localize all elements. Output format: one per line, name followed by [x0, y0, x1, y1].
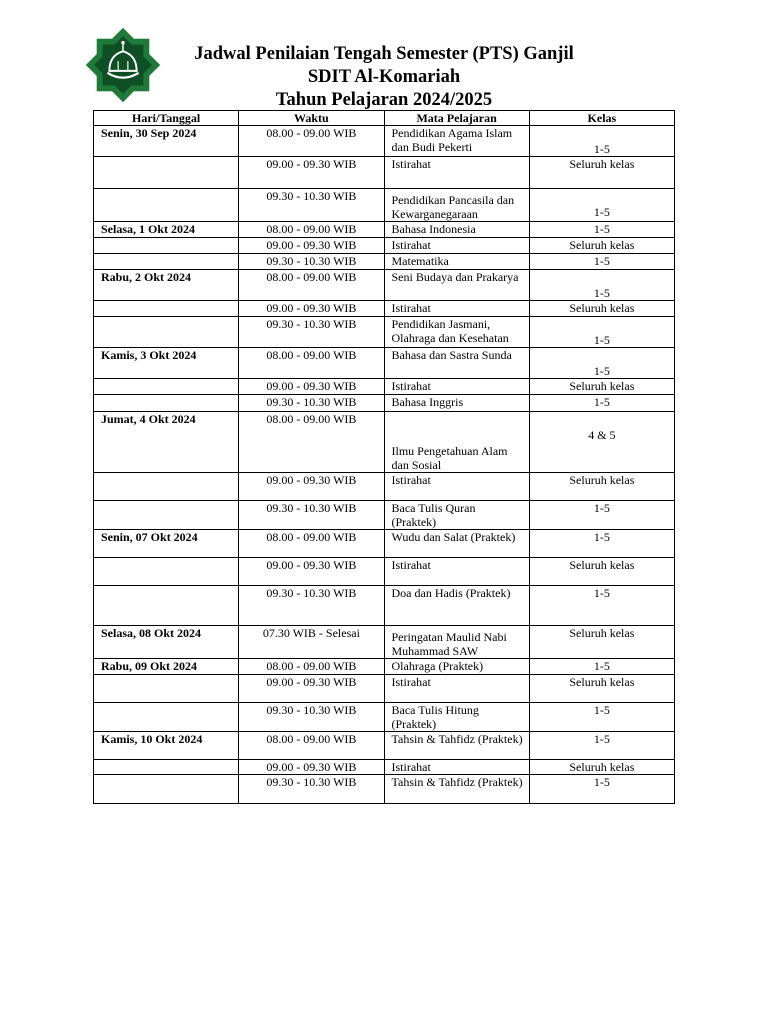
time-cell: 08.00 - 09.00 WIB	[239, 530, 384, 558]
table-row	[94, 675, 675, 703]
time-cell: 09.30 - 10.30 WIB	[239, 395, 384, 412]
class-cell: 4 & 5	[529, 412, 674, 473]
day-cell: Rabu, 2 Okt 2024	[94, 270, 239, 301]
day-cell: Senin, 07 Okt 2024	[94, 530, 239, 558]
class-cell: 1-5	[529, 126, 674, 157]
day-cell	[94, 703, 239, 732]
subject-cell: Baca Tulis Quran (Praktek)	[384, 501, 529, 530]
day-cell	[94, 760, 239, 775]
subject-cell: Pendidikan Jasmani, Olahraga dan Kesehatan	[384, 317, 529, 348]
day-cell: Selasa, 08 Okt 2024	[94, 626, 239, 659]
document-title: Jadwal Penilaian Tengah Semester (PTS) Ganjil	[194, 44, 574, 64]
class-cell: 1-5	[529, 732, 674, 760]
class-cell: Seluruh kelas	[529, 157, 674, 189]
time-cell: 08.00 - 09.00 WIB	[239, 270, 384, 301]
time-cell: 09.30 - 10.30 WIB	[239, 254, 384, 270]
class-cell: Seluruh kelas	[529, 760, 674, 775]
day-cell: Kamis, 3 Okt 2024	[94, 348, 239, 379]
subject-cell: Ilmu Pengetahuan Alam dan Sosial	[384, 412, 529, 473]
day-cell: Kamis, 10 Okt 2024	[94, 732, 239, 760]
day-cell	[94, 395, 239, 412]
column-header-day: Hari/Tanggal	[94, 111, 239, 126]
table-row	[94, 659, 675, 675]
subject-cell: Istirahat	[384, 760, 529, 775]
subject-cell: Matematika	[384, 254, 529, 270]
subject-cell: Pendidikan Agama Islam dan Budi Pekerti	[384, 126, 529, 157]
day-cell	[94, 317, 239, 348]
table-row	[94, 626, 675, 659]
class-cell: 1-5	[529, 348, 674, 379]
table-row	[94, 775, 675, 804]
class-cell: 1-5	[529, 395, 674, 412]
time-cell: 08.00 - 09.00 WIB	[239, 412, 384, 473]
time-cell: 08.00 - 09.00 WIB	[239, 732, 384, 760]
subject-cell: Wudu dan Salat (Praktek)	[384, 530, 529, 558]
class-cell: 1-5	[529, 586, 674, 626]
day-cell	[94, 238, 239, 254]
time-cell: 08.00 - 09.00 WIB	[239, 659, 384, 675]
subject-cell: Bahasa Inggris	[384, 395, 529, 412]
day-cell	[94, 675, 239, 703]
table-row	[94, 558, 675, 586]
subject-cell: Doa dan Hadis (Praktek)	[384, 586, 529, 626]
class-cell: 1-5	[529, 501, 674, 530]
time-cell: 09.30 - 10.30 WIB	[239, 501, 384, 530]
time-cell: 08.00 - 09.00 WIB	[239, 222, 384, 238]
subject-cell: Istirahat	[384, 558, 529, 586]
time-cell: 09.00 - 09.30 WIB	[239, 675, 384, 703]
class-cell: 1-5	[529, 222, 674, 238]
column-header-time: Waktu	[239, 111, 384, 126]
table-row	[94, 270, 675, 301]
time-cell: 09.00 - 09.30 WIB	[239, 379, 384, 395]
class-cell: 1-5	[529, 775, 674, 804]
time-cell: 08.00 - 09.00 WIB	[239, 348, 384, 379]
time-cell: 09.00 - 09.30 WIB	[239, 157, 384, 189]
table-header-row	[94, 111, 675, 126]
day-cell	[94, 501, 239, 530]
table-row	[94, 473, 675, 501]
day-cell	[94, 473, 239, 501]
exam-schedule-table	[93, 110, 675, 804]
table-row	[94, 222, 675, 238]
class-cell: 1-5	[529, 317, 674, 348]
day-cell	[94, 558, 239, 586]
subject-cell: Tahsin & Tahfidz (Praktek)	[384, 732, 529, 760]
class-cell: Seluruh kelas	[529, 301, 674, 317]
table-row	[94, 238, 675, 254]
time-cell: 09.00 - 09.30 WIB	[239, 558, 384, 586]
class-cell: Seluruh kelas	[529, 473, 674, 501]
table-row	[94, 379, 675, 395]
day-cell	[94, 301, 239, 317]
subject-cell: Baca Tulis Hitung (Praktek)	[384, 703, 529, 732]
table-row	[94, 301, 675, 317]
table-row	[94, 530, 675, 558]
column-header-subject: Mata Pelajaran	[384, 111, 529, 126]
time-cell: 09.00 - 09.30 WIB	[239, 760, 384, 775]
time-cell: 09.30 - 10.30 WIB	[239, 775, 384, 804]
table-row	[94, 254, 675, 270]
table-row	[94, 703, 675, 732]
column-header-class: Kelas	[529, 111, 674, 126]
time-cell: 07.30 WIB - Selesai	[239, 626, 384, 659]
day-cell: Senin, 30 Sep 2024	[94, 126, 239, 157]
table-row	[94, 395, 675, 412]
table-row	[94, 501, 675, 530]
subject-cell: Tahsin & Tahfidz (Praktek)	[384, 775, 529, 804]
day-cell	[94, 586, 239, 626]
subject-cell: Istirahat	[384, 301, 529, 317]
time-cell: 09.30 - 10.30 WIB	[239, 317, 384, 348]
table-row	[94, 760, 675, 775]
time-cell: 09.30 - 10.30 WIB	[239, 189, 384, 222]
subject-cell: Seni Budaya dan Prakarya	[384, 270, 529, 301]
time-cell: 09.30 - 10.30 WIB	[239, 586, 384, 626]
subject-cell: Istirahat	[384, 379, 529, 395]
subject-cell: Peringatan Maulid Nabi Muhammad SAW	[384, 626, 529, 659]
school-name: SDIT Al-Komariah	[307, 67, 461, 87]
day-cell: Rabu, 09 Okt 2024	[94, 659, 239, 675]
table-row	[94, 157, 675, 189]
subject-cell: Istirahat	[384, 473, 529, 501]
day-cell	[94, 254, 239, 270]
subject-cell: Istirahat	[384, 238, 529, 254]
time-cell: 08.00 - 09.00 WIB	[239, 126, 384, 157]
class-cell: 1-5	[529, 703, 674, 732]
time-cell: 09.00 - 09.30 WIB	[239, 301, 384, 317]
class-cell: 1-5	[529, 254, 674, 270]
day-cell	[94, 775, 239, 804]
subject-cell: Olahraga (Praktek)	[384, 659, 529, 675]
subject-cell: Bahasa Indonesia	[384, 222, 529, 238]
class-cell: 1-5	[529, 530, 674, 558]
academic-year: Tahun Pelajaran 2024/2025	[275, 90, 493, 110]
class-cell: 1-5	[529, 659, 674, 675]
table-row	[94, 412, 675, 473]
subject-cell: Pendidikan Pancasila dan Kewarganegaraan	[384, 189, 529, 222]
subject-cell: Istirahat	[384, 675, 529, 703]
table-row	[94, 586, 675, 626]
time-cell: 09.00 - 09.30 WIB	[239, 473, 384, 501]
class-cell: Seluruh kelas	[529, 238, 674, 254]
class-cell: Seluruh kelas	[529, 626, 674, 659]
subject-cell: Istirahat	[384, 157, 529, 189]
table-row	[94, 732, 675, 760]
time-cell: 09.30 - 10.30 WIB	[239, 703, 384, 732]
class-cell: 1-5	[529, 270, 674, 301]
table-row	[94, 348, 675, 379]
class-cell: Seluruh kelas	[529, 379, 674, 395]
class-cell: Seluruh kelas	[529, 675, 674, 703]
day-cell	[94, 379, 239, 395]
class-cell: 1-5	[529, 189, 674, 222]
day-cell: Selasa, 1 Okt 2024	[94, 222, 239, 238]
day-cell	[94, 157, 239, 189]
table-row	[94, 126, 675, 157]
day-cell	[94, 189, 239, 222]
class-cell: Seluruh kelas	[529, 558, 674, 586]
day-cell: Jumat, 4 Okt 2024	[94, 412, 239, 473]
subject-cell: Bahasa dan Sastra Sunda	[384, 348, 529, 379]
table-row	[94, 189, 675, 222]
table-row	[94, 317, 675, 348]
table-body	[94, 126, 675, 804]
time-cell: 09.00 - 09.30 WIB	[239, 238, 384, 254]
